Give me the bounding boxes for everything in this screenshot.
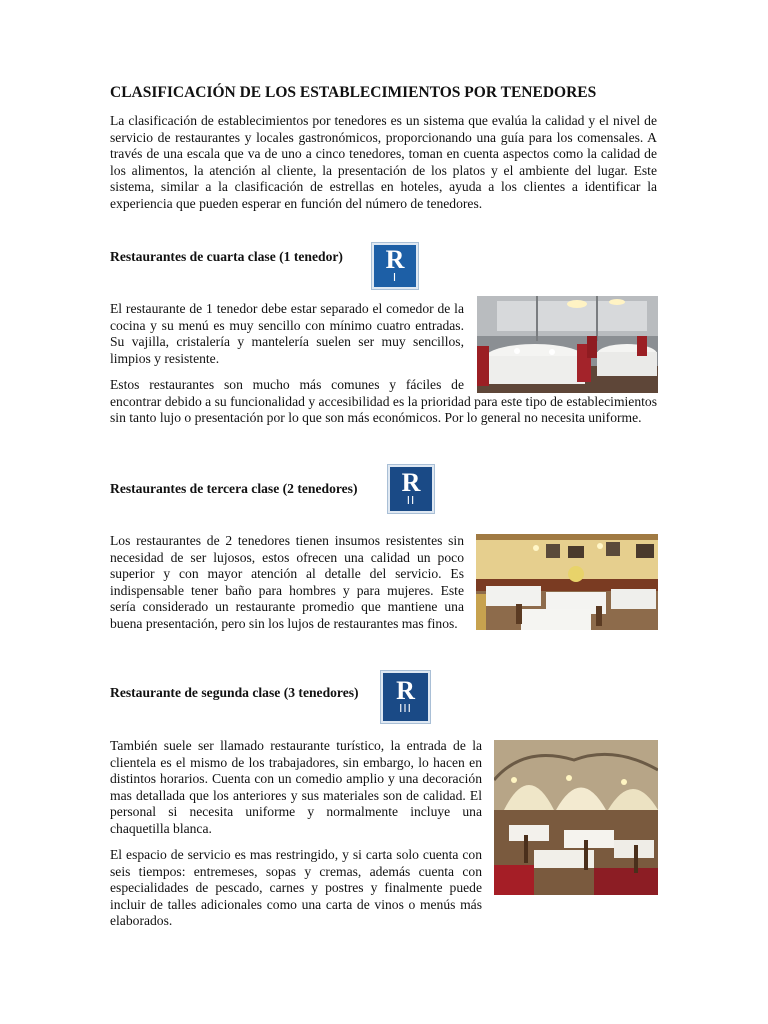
section-3-paragraph-1: También suele ser llamado restaurante turístico, la entrada de la clientela es el mismo de los trabajadores, sin embargo, lo hacen en distintos horarios. Cuenta con un comedio amplio y una decoración mas detallada que los anteriores y sus materiales son de calidad. El personal si necesita uniforme y normalmente incluye una chaquetilla blanca. — [110, 738, 482, 836]
section-1-paragraph-2 — [110, 377, 657, 427]
fork-icon: II — [406, 494, 416, 507]
fork-icon: I — [392, 271, 398, 284]
badge-letter: R — [401, 468, 421, 497]
section-1-paragraph-2-text: Estos restaurantes son mucho más comunes y fáciles de encontrar debido a su funcionalidad y accesibilidad es la prioridad para este tipo de establecimientos sin tanto lujo o presentación por lo que son más económicos. Por lo general no necesita uniforme. — [110, 377, 657, 426]
section-2-heading: Restaurantes de tercera clase (2 tenedores) — [110, 481, 358, 496]
section-2-paragraph-1: Los restaurantes de 2 tenedores tienen insumos resistentes sin necesidad de ser lujosos, estos ofrecen una calidad un poco superior y con mayor atención al detalle del servicio. Es indispensable tener baño para hombres y para mujeres. Este sería considerado un restaurante promedio que mantiene una buena presentación, pero sin los lujos de restaurantes mas finos. — [110, 533, 464, 631]
section-3-paragraph-2-text: El espacio de servicio es mas restringido, y si carta solo cuenta con seis tiempos: entremeses, sopas y cremas, además cuenta con especialidades de pescado, carnes y postres y finalmente puede incluir de talles adicionales como una carta de vinos o menús más elaborados. — [110, 847, 482, 929]
fork-icon: III — [399, 702, 412, 715]
section-1-heading: Restaurantes de cuarta clase (1 tenedor) — [110, 249, 343, 264]
one-fork-badge-icon — [372, 243, 418, 289]
float-spacer — [464, 377, 657, 393]
intro-paragraph: La clasificación de establecimientos por tenedores es un sistema que evalúa la calidad y el nivel de servicio de restaurantes y locales gastronómicos, proporcionando una guía para los comensales. A través de una escala que va de uno a cinco tenedores, toman en cuenta aspectos como la calidad de los alimentos, la atención al cliente, la presentación de los platos y el ambiente del lugar. Este sistema, similar a la clasificación de estrellas en hoteles, ayuda a los clientes a identificar la experiencia que pueden esperar en función del número de tenedores. — [110, 113, 657, 211]
two-forks-badge-icon — [388, 465, 434, 513]
section-1-paragraph-1: El restaurante de 1 tenedor debe estar separado el comedor de la cocina y su menú es muy sencillo con mínimo cuatro entradas. Su vajilla, cristalería y mantelería suelen ser muy sencillos, limpios y resistente. — [110, 301, 464, 366]
badge-letter: R — [396, 676, 415, 705]
restaurant-photo-two-forks — [476, 534, 658, 630]
section-3-heading: Restaurante de segunda clase (3 tenedores) — [110, 685, 359, 700]
document-title: CLASIFICACIÓN DE LOS ESTABLECIMIENTOS POR TENEDORES — [110, 84, 597, 101]
three-forks-badge-icon — [381, 671, 430, 723]
badge-letter: R — [385, 245, 405, 274]
float-spacer — [482, 847, 657, 897]
section-3-paragraph-2 — [110, 847, 657, 930]
